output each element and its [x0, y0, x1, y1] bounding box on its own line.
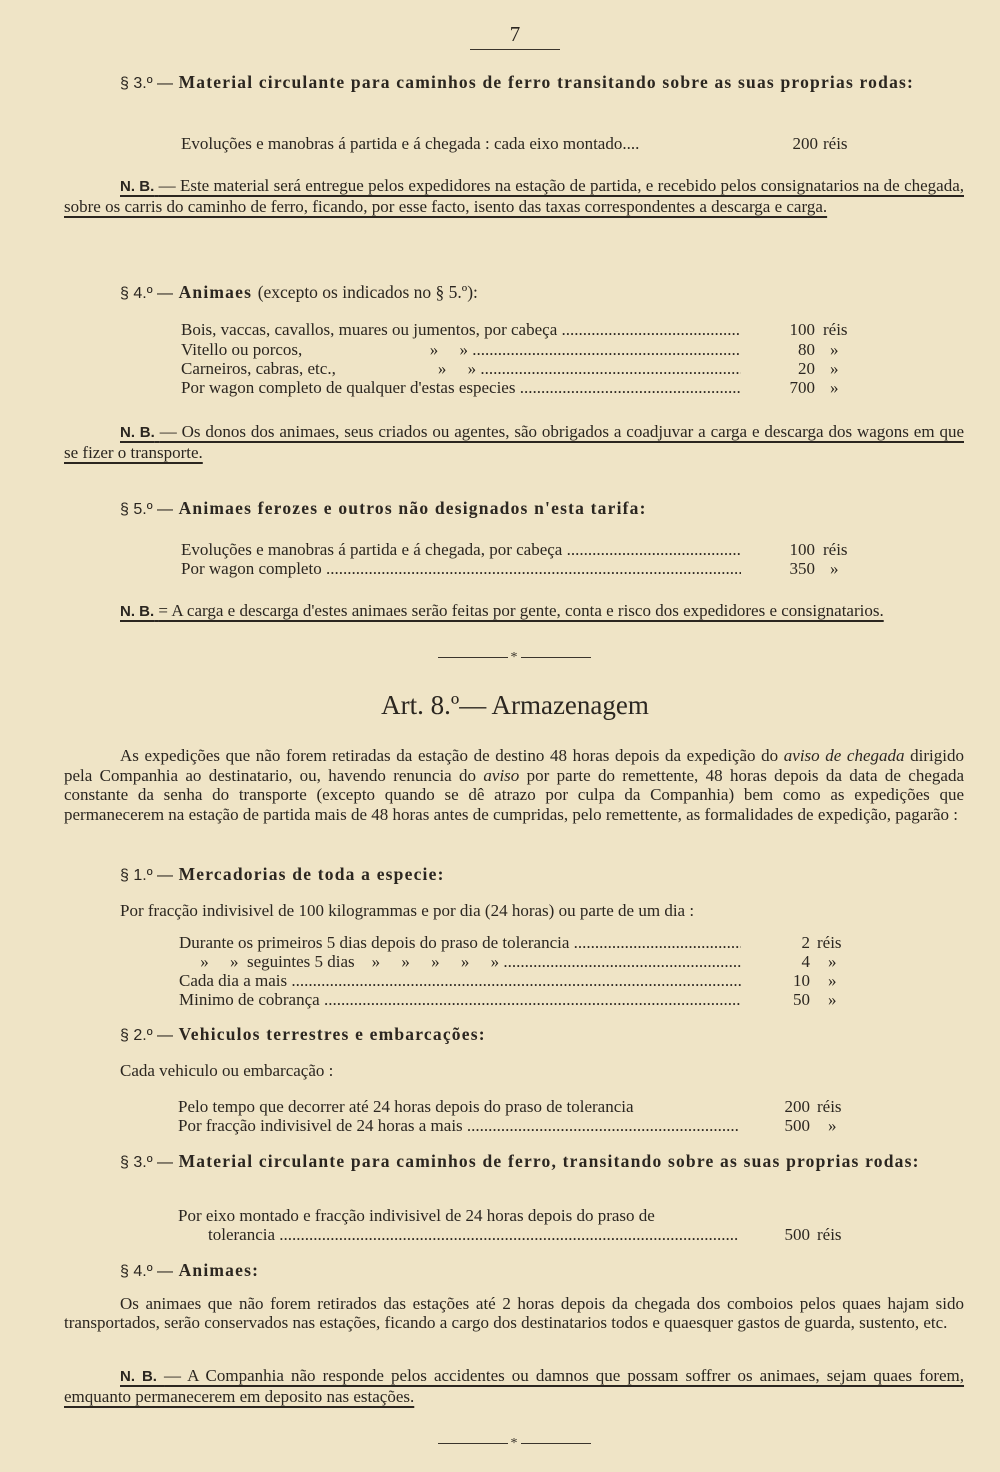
tariff-label: Bois, vaccas, cavallos, muares ou jumentos, por cabeça .....: [181, 320, 741, 339]
article-title: Art. 8.º— Armazenagem: [381, 690, 649, 720]
note-paragraph: [64, 176, 964, 217]
tariff-unit: réis: [817, 1225, 842, 1244]
intro-text: As expedições que não forem retiradas da estação de destino 48 horas depois da expedição do: [120, 746, 784, 765]
tariff-value: 10: [793, 971, 810, 990]
tariff-unit: »: [830, 340, 839, 359]
section-heading-animaes-2: [64, 1260, 966, 1282]
tariff-value: 350: [789, 559, 815, 578]
tariff-unit: réis: [817, 1097, 842, 1116]
tariff-value: 2: [801, 933, 810, 952]
section-number: § 3.º —: [120, 1154, 173, 1171]
section-number: § 1.º —: [120, 867, 173, 884]
section-heading-animaes-ferozes: [64, 498, 966, 520]
section-heading-animaes: [64, 282, 966, 304]
separator: *: [414, 1436, 614, 1452]
tariff-label: Por wagon completo .....: [181, 559, 741, 578]
separator: *: [414, 650, 614, 666]
tariff-value: 200: [784, 1097, 810, 1116]
tariff-unit: réis: [823, 320, 848, 339]
note-paragraph: [64, 422, 964, 463]
note-text: = A carga e descarga d'estes animaes serão feitas por gente, conta e risco dos expedidores e consignatarios.: [158, 601, 884, 620]
note-label: N. B.: [120, 603, 155, 620]
tariff-label: Evoluções e manobras á partida e á chegada : cada eixo montado....: [181, 134, 640, 153]
tariff-value: 20: [798, 359, 815, 378]
section-number: § 4.º —: [120, 285, 173, 302]
tariff-label: Carneiros, cabras, etc., » » .....: [181, 359, 741, 378]
note-text: — Este material será entregue pelos expedidores na estação de partida, e recebido pelos consignatarios na de chegada, sobre os carris do caminho de ferro, ficando, por esse facto, isento das taxas correspondentes a descarga e carga.: [64, 176, 964, 216]
section-subtitle: (excepto os indicados no § 5.º):: [257, 282, 478, 302]
tariff-unit: »: [830, 359, 839, 378]
note-label: N. B.: [120, 1368, 157, 1385]
tariff-label: tolerancia .....: [208, 1225, 738, 1244]
article-intro: [64, 746, 964, 824]
intro-text: dirigido pela Companhia ao destinatario, ou, havendo renuncia do: [64, 746, 964, 785]
section-title: Material circulante para caminhos de ferro, transitando sobre as suas proprias rodas:: [178, 1151, 920, 1171]
section-title: Material circulante para caminhos de ferro transitando sobre as suas proprias rodas:: [178, 72, 915, 92]
section-number: § 5.º —: [120, 501, 173, 518]
tariff-unit: »: [828, 971, 837, 990]
tariff-row: [178, 1206, 655, 1225]
note-paragraph: [64, 1366, 964, 1407]
tariff-unit: »: [830, 378, 839, 397]
section-heading-material-circulante: [64, 72, 966, 94]
tariff-label: Por fracção indivisivel de 24 horas a mais .....: [178, 1116, 738, 1135]
section-heading-material-circulante-2: [64, 1151, 966, 1173]
tariff-label: Por wagon completo de qualquer d'estas especies .....: [181, 378, 741, 397]
note-text: — A Companhia não responde pelos accidentes ou damnos que possam soffrer os animaes, sejam quaes forem, emquanto permanecerem em deposito nas estações.: [64, 1366, 965, 1406]
section-text: Os animaes que não forem retirados das estações até 2 horas depois da chegada dos comboios pelos quaes hajam sido transportados, serão conservados nas estações, ficando a cargo dos destinatarios todos e quaesquer gastos de guarda, sustento, etc.: [64, 1294, 964, 1332]
tariff-value: 4: [801, 952, 810, 971]
section-title: Animaes: [178, 282, 253, 302]
section-title: Animaes:: [178, 1260, 260, 1280]
section-heading-mercadorias: [64, 864, 966, 886]
tariff-unit: »: [828, 952, 837, 971]
note-label: N. B.: [120, 178, 155, 195]
tariff-unit: »: [830, 559, 839, 578]
note-label: N. B.: [120, 424, 155, 441]
tariff-value: 80: [798, 340, 815, 359]
tariff-value: 50: [793, 990, 810, 1009]
tariff-unit: réis: [823, 134, 848, 153]
section-heading-vehiculos: [64, 1024, 966, 1046]
tariff-label: Cada dia a mais .....: [179, 971, 741, 990]
note-text: — Os donos dos animaes, seus criados ou agentes, são obrigados a coadjuvar a carga e descarga dos wagons em que se fizer o transporte.: [64, 422, 964, 462]
tariff-label: » » seguintes 5 dias » » » » » .....: [179, 952, 741, 971]
tariff-value: 700: [789, 378, 815, 397]
section-intro: Cada vehiculo ou embarcação :: [120, 1061, 334, 1080]
intro-emphasis: aviso: [483, 765, 520, 785]
section-number: § 4.º —: [120, 1263, 173, 1280]
tariff-value: 500: [784, 1116, 810, 1135]
tariff-unit: réis: [823, 540, 848, 559]
tariff-label: Por eixo montado e fracção indivisivel de 24 horas depois do praso de: [178, 1206, 655, 1225]
section-number: § 2.º —: [120, 1027, 173, 1044]
tariff-label: Evoluções e manobras á partida e á chegada, por cabeça .....: [181, 540, 741, 559]
tariff-label: Durante os primeiros 5 dias depois do praso de tolerancia .....: [179, 933, 741, 952]
section-title: Animaes ferozes e outros não designados n'esta tarifa:: [178, 498, 647, 518]
section-title: Vehiculos terrestres e embarcações:: [178, 1024, 486, 1044]
tariff-unit: réis: [817, 933, 842, 952]
section-title: Mercadorias de toda a especie:: [178, 864, 445, 884]
tariff-unit: »: [828, 1116, 837, 1135]
intro-text: por parte do remettente, 48 horas depois da data de chegada constante da senha do transporte (excepto quando se dê atrazo por culpa da Companhia) bem como as expedições que permanecerem na estação de partida mais de 48 horas antes de cumpridas, pelo remettente, as formalidades de expedição, pagarão :: [64, 765, 964, 824]
tariff-label: Vitello ou porcos, » » .....: [181, 340, 741, 359]
section-number: § 3.º —: [120, 75, 173, 92]
intro-emphasis: aviso de chegada: [783, 746, 905, 765]
section-intro: Por fracção indivisivel de 100 kilogrammas e por dia (24 horas) ou parte de um dia :: [120, 901, 695, 920]
tariff-label: Pelo tempo que decorrer até 24 horas depois do praso de tolerancia: [178, 1097, 634, 1116]
tariff-value: 500: [784, 1225, 810, 1244]
tariff-unit: »: [828, 990, 837, 1009]
tariff-label: Minimo de cobrança .....: [179, 990, 741, 1009]
note-paragraph: [64, 601, 964, 622]
tariff-value: 100: [789, 540, 815, 559]
tariff-value: 100: [789, 320, 815, 339]
page-number: 7: [470, 22, 560, 50]
tariff-value: 200: [792, 134, 818, 153]
